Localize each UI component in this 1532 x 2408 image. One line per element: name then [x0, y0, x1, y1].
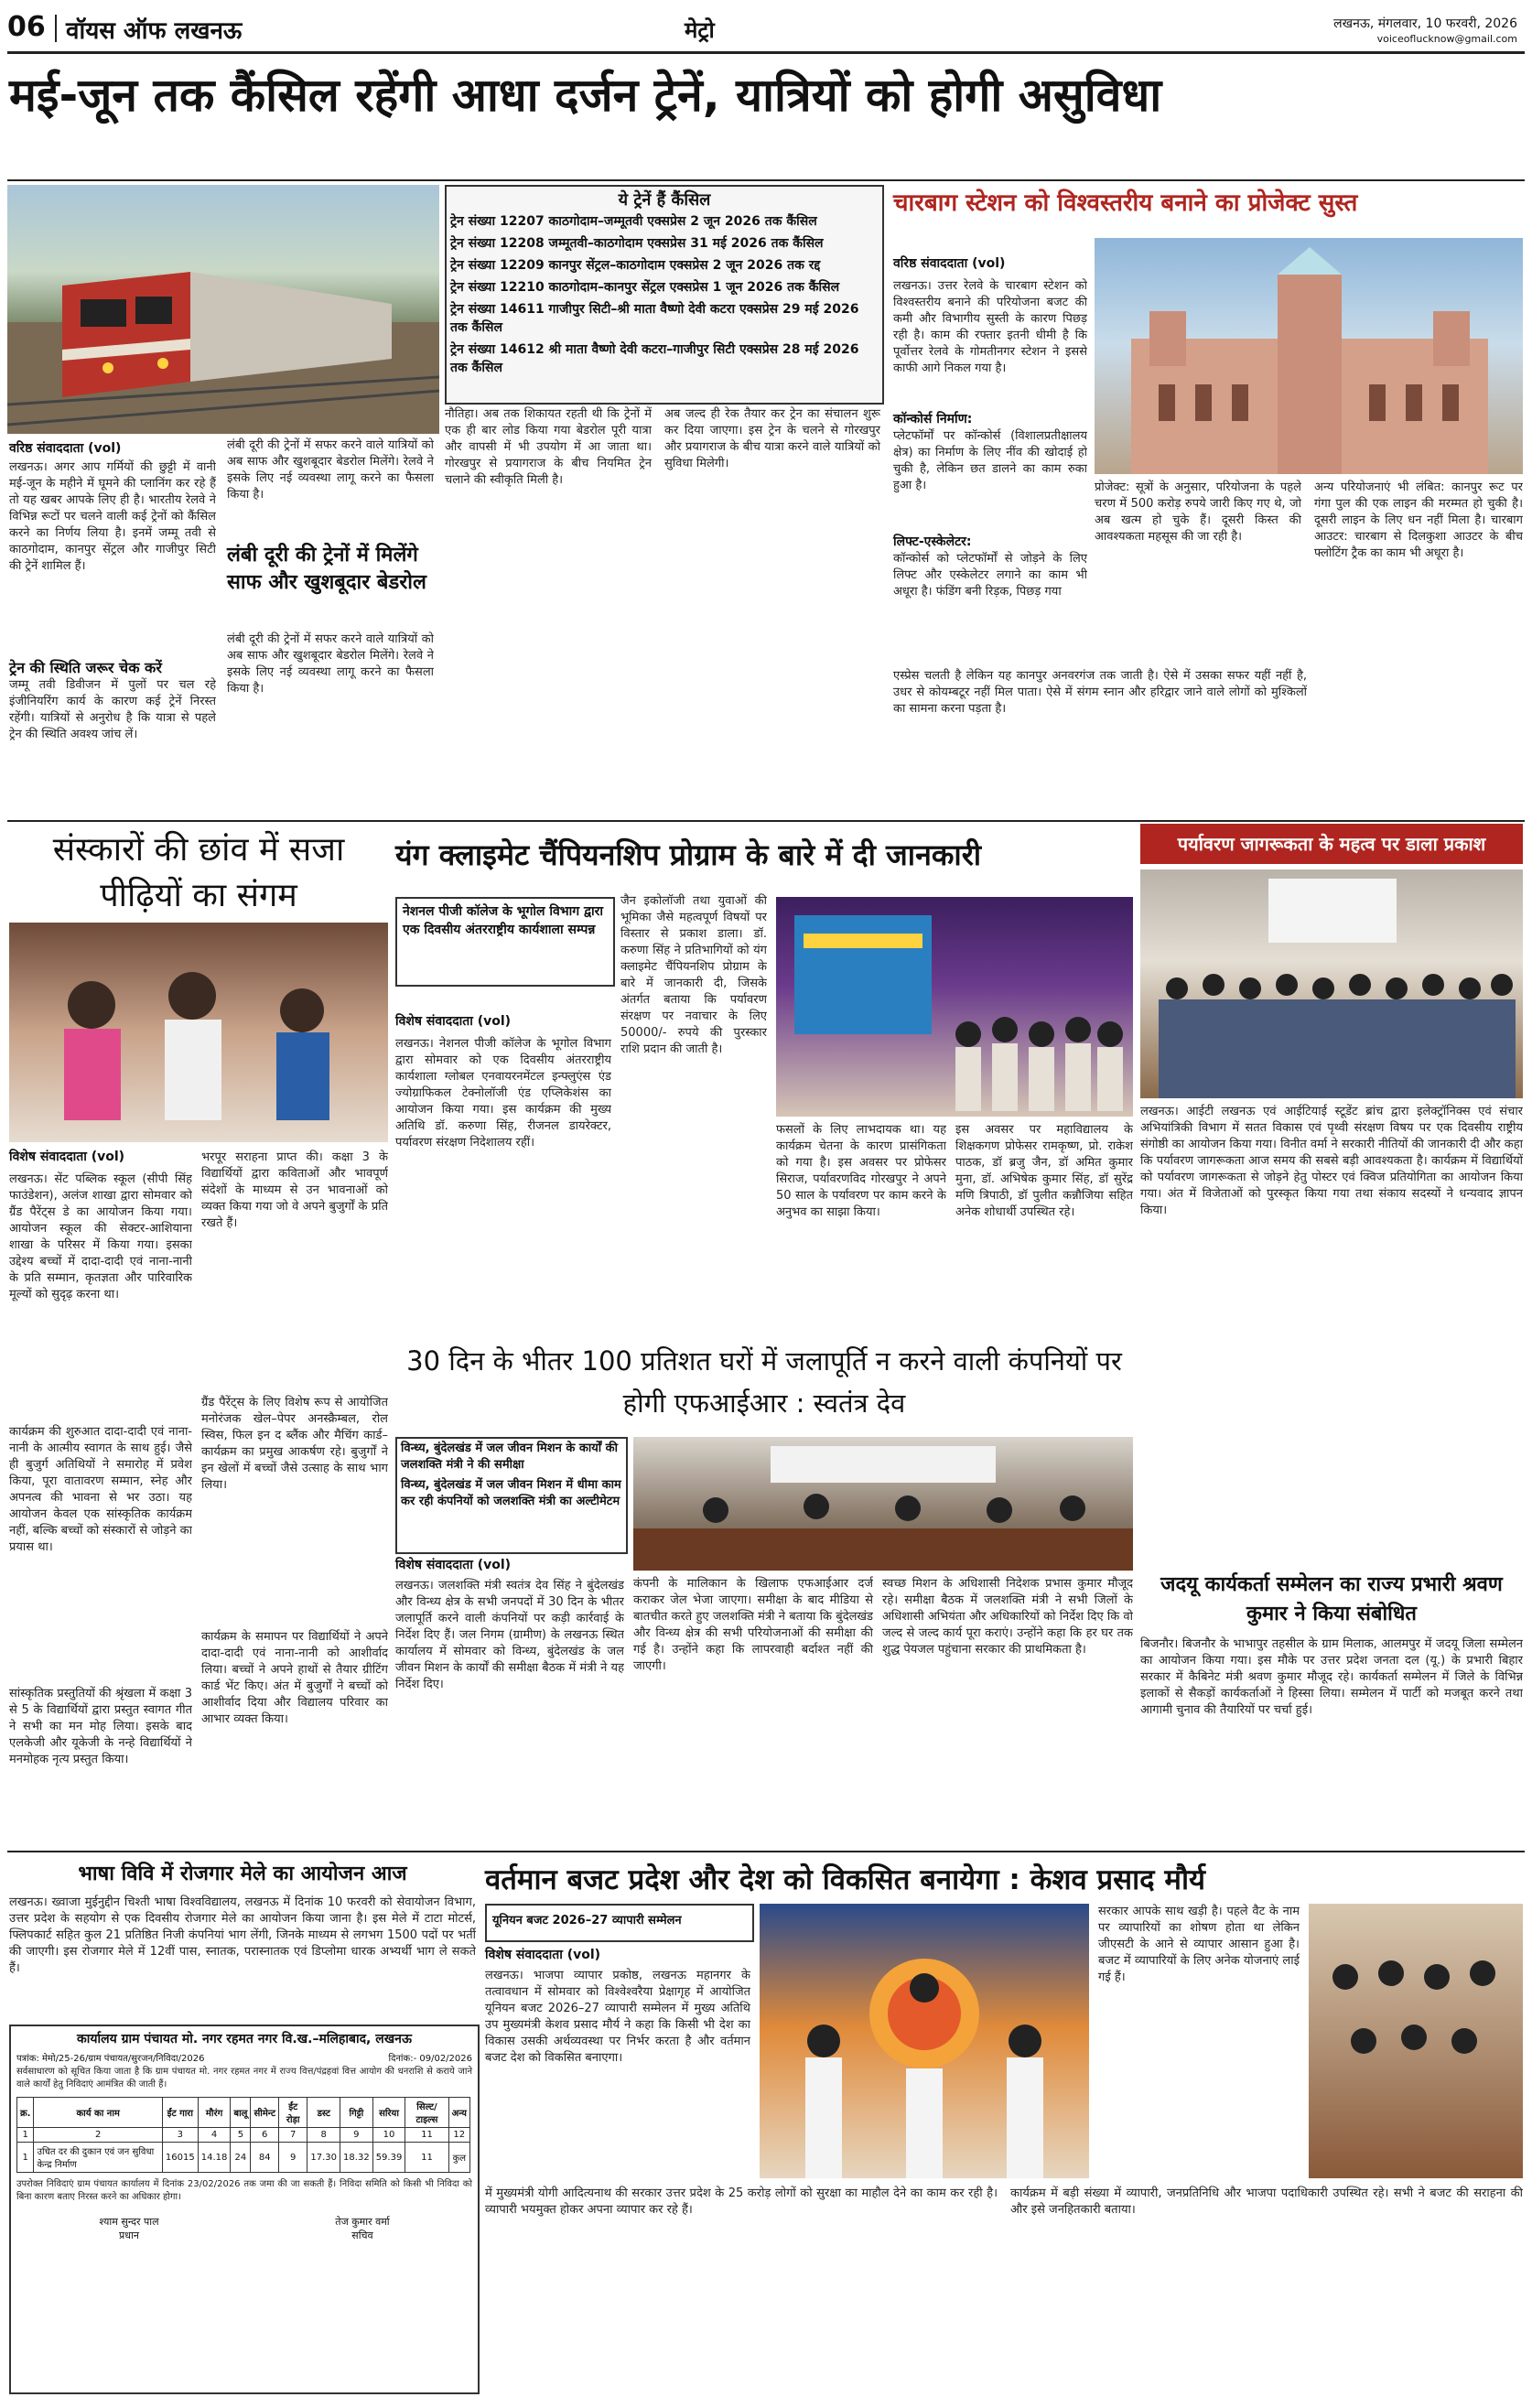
lead-subhead-1: ट्रेन की स्थिति जरूर चेक करें	[9, 659, 162, 676]
masthead-divider	[55, 15, 57, 42]
sanskar-body-4: भरपूर सराहना प्राप्त की। कक्षा 3 के विद्यार्थियों द्वारा कविताओं और भावपूर्ण संदेशों के माध्यम से उन भावनाओं को व्यक्त किया गया जो वे अपने बुजुर्गों के प्रति रखते हैं।	[201, 1150, 388, 1230]
cancelled-train-item: ट्रेन संख्या 12210 काठगोदाम–कानपुर सेंट्रल एक्सप्रेस 1 जून 2026 तक कैंसिल	[450, 280, 840, 295]
tender-notice	[9, 2025, 480, 2394]
climate-summary-box	[395, 897, 615, 987]
climate-body-1: लखनऊ। नेशनल पीजी कॉलेज के भूगोल विभाग द्वारा सोमवार को एक दिवसीय अंतरराष्ट्रीय कार्यशाला ग्लोबल एनवायरनमेंटल इन्फ्लुएंस एंड ज्योग्राफिकल टेक्नोलॉजी एंड एप्लिकेशंस का आयोजन किया गया। इस कार्यक्रम की मुख्य अतिथि डॉ. करुणा सिंह, रीजनल डायरेक्टर, पर्यावरण संरक्षण निदेशालय रहीं।	[395, 1037, 611, 1150]
jal-body-3: स्वच्छ मिशन के अधिशासी निदेशक प्रभास कुमार मौजूद रहे। समीक्षा बैठक में जलशक्ति मंत्री ने सभी जिलों के अधिशासी अभियंता और अधिकारियों को निर्देश दिए कि वो जल्द से जल्द कार्य पूरा कराएं। उन्होंने कहा कि हर घर तक शुद्ध पेयजल पहुंचाना सरकार की प्राथमिकता है।	[882, 1577, 1133, 1657]
col-header: सरिया	[372, 2098, 405, 2128]
charbagh-body-3: कॉन्कोर्स को प्लेटफॉर्मों से जोड़ने के लिए लिफ्ट और एस्केलेटर लगाने का काम भी अधूरा है। फंडिंग बनी रिड़क, पिछड़ गया	[893, 552, 1087, 599]
email: voiceoflucknow@gmail.com	[1376, 33, 1517, 45]
train-illustration	[7, 185, 439, 434]
sanskar-body-1: लखनऊ। सेंट पब्लिक स्कूल (सीपी सिंह फाउंडेशन), अलंज शाखा द्वारा सोमवार को ग्रैंड पैरेंट्स डे का आयोजन किया गया। आयोजन स्कूल की सेक्टर-आशियाना शाखा के परिसर में किया गया। इसका उद्देश्य बच्चों में दादा-दादी एवं नाना-नानी के प्रति सम्मान, कृतज्ञता और पारिवारिक मूल्यों को सुदृढ़ करना था।	[9, 1172, 192, 1301]
table-cell: 11	[405, 2128, 448, 2143]
lead-body-2b: लंबी दूरी की ट्रेनों में सफर करने वाले यात्रियों को अब साफ और खुशबूदार बेडरोल मिलेंगे। रेलवे ने इसके लिए नई व्यवस्था लागू करने का फैसला किया है।	[227, 438, 434, 502]
table-cell: 17.30	[307, 2143, 340, 2173]
headline-rule	[7, 179, 1525, 181]
table-cell: 9	[340, 2128, 373, 2143]
budget-body-2: सरकार आपके साथ खड़ी है। पहले वैट के नाम पर व्यापारियों का शोषण होता था लेकिन जीएसटी के आने से व्यापार आसान हुआ है। बजट में व्यापारियों के लिए अनेक योजनाएं लाई गई हैं।	[1098, 1905, 1300, 1984]
meeting-illustration	[633, 1437, 1133, 1571]
budget-body-1: लखनऊ। भाजपा व्यापार प्रकोष्ठ, लखनऊ महानगर के तत्वावधान में सोमवार को विश्वेश्वरैया प्रेक्षागृह में आयोजित यूनियन बजट 2026–27 व्यापारी सम्मेलन में मुख्य अतिथि उप मुख्यमंत्री केशव प्रसाद मौर्य ने कहा कि किसी भी देश का विकास उसकी अर्थव्यवस्था पर निर्भर करता है और वर्तमान बजट देश को विकसित बनाएगा।	[485, 1969, 750, 2065]
tender-ref: पत्रांक: मेमो/25-26/ग्राम पंचायत/सुरजन/निविदा/2026	[16, 2054, 205, 2064]
climate-body-2: जैन इकोलॉजी तथा युवाओं की भूमिका जैसे महत्वपूर्ण विषयों पर विस्तार से प्रकाश डाला। डॉ. करुणा सिंह ने प्रतिभागियों को यंग क्लाइमेट चैंपियनशिप प्रोग्राम के बारे में जानकारी दी, जिसके अंतर्गत बताया कि पर्यावरण संरक्षण पर नवाचार के लिए 50000/- रुपये की पुरस्कार राशि प्रदान की जाती है।	[620, 894, 767, 1056]
table-cell: कुल	[448, 2143, 469, 2173]
budget-body-3: में मुख्यमंत्री योगी आदित्यनाथ की सरकार उत्तर प्रदेश के 25 करोड़ लोगों को सुरक्षा का माहौल देने का काम कर रही है। व्यापारी भयमुक्त होकर अपना व्यापार कर रहे हैं।	[485, 2187, 998, 2217]
env-headline: पर्यावरण जागरूकता के महत्व पर डाला प्रकाश	[1140, 824, 1523, 864]
section-rule	[7, 1851, 1525, 1852]
jal-body-1: लखनऊ। जलशक्ति मंत्री स्वतंत्र देव सिंह ने बुंदेलखंड और विन्ध्य क्षेत्र के सभी जनपदों में 30 दिन के भीतर जलापूर्ति करने वाली कंपनियों पर कड़ी कार्रवाई के निर्देश दिए हैं। जल निगम (ग्रामीण) के लखनऊ स्थित कार्यालय में सोमवार को विन्ध्य, बुंदेलखंड के जल जीवन मिशन के कार्यों की समीक्षा बैठक में मंत्री ने यह निर्देश दिए।	[395, 1579, 624, 1691]
tender-notice-text: सर्वसाधारण को सूचित किया जाता है कि ग्राम पंचायत मो. नगर रहमत नगर में राज्य वित्त/पंद्रहवां वित्त आयोग की धनराशि से कराये जाने वाले कार्यों हेतु निविदाएं आमंत्रित की जाती हैं।	[16, 2067, 472, 2089]
table-cell: 9	[278, 2143, 307, 2173]
charbagh-station-photo	[1095, 238, 1523, 474]
table-cell: 59.39	[372, 2143, 405, 2173]
grandparents-illustration	[9, 923, 388, 1142]
col-header: अन्य	[448, 2098, 469, 2128]
table-cell: 18.32	[340, 2143, 373, 2173]
charbagh-body-4: प्रोजेक्ट: सूत्रों के अनुसार, परियोजना के पहले चरण में 500 करोड़ रुपये जारी किए गए थे, जो अब खत्म हो चुके हैं। दूसरी किस्त की आवश्यकता महसूस की जा रही है।	[1095, 481, 1301, 544]
charbagh-subhead-2: लिफ्ट-एस्केलेटर:	[893, 535, 972, 549]
climate-body-3: फसलों के लिए लाभदायक था। यह कार्यक्रम चेतना के कारण प्रासंगिकता को गया है। इस अवसर पर प्रोफेसर सिराज, पर्यावरणविद गोरखपुर ने अपने 50 साल के पर्यावरण पर काम करने के अनुभव का साझा किया।	[776, 1123, 946, 1219]
sanskar-headline: संस्कारों की छांव में सजा पीढ़ियों का संगम	[52, 831, 345, 914]
col-header: कार्य का नाम	[34, 2098, 162, 2128]
budget-byline: विशेष संवाददाता (vol)	[485, 1948, 601, 1962]
masthead-rule	[7, 51, 1525, 54]
jal-body-2: कंपनी के मालिकान के खिलाफ एफआईआर दर्ज कराकर जेल भेजा जाएगा। समीक्षा के बाद मीडिया से बातचीत करते हुए जलशक्ति मंत्री ने बताया कि बुंदेलखंड और विन्ध्य क्षेत्र की सभी परियोजनाओं की समीक्षा की गई है। उन्होंने कहा कि लापरवाही बर्दाश्त नहीं की जाएगी।	[633, 1577, 873, 1673]
jal-meeting-photo	[633, 1437, 1133, 1571]
col-header: क्र.	[17, 2098, 34, 2128]
col-header: डस्ट	[307, 2098, 340, 2128]
table-cell: 3	[162, 2128, 198, 2143]
jdu-body: बिजनौर। बिजनौर के भाभापुर तहसील के ग्राम मिलाक, आलमपुर में जदयू जिला सम्मेलन का आयोजन किया गया। इस मौके पर उत्तर प्रदेश जनता दल (यू.) के प्रभारी बिहार सरकार में कैबिनेट मंत्री श्रवण कुमार मौजूद रहे। कार्यकर्ता सम्मेलन में जिले के विभिन्न इलाकों से सैकड़ों कार्यकर्ताओं ने हिस्सा लिया। सम्मेलन में पार्टी को मजबूत करने तथा आगामी चुनाव की तैयारियों पर चर्चा हुई।	[1140, 1637, 1523, 1717]
sanskar-body-3: सांस्कृतिक प्रस्तुतियों की श्रृंखला में कक्षा 3 से 5 के विद्यार्थियों द्वारा प्रस्तुत स्वागत गीत ने सभी का मन मोह लिया। इसके बाद एलकेजी और यूकेजी के नन्हे विद्यार्थियों ने मनमोहक नृत्य प्रस्तुत किया।	[9, 1687, 192, 1766]
tender-date: दिनांक:- 09/02/2026	[388, 2054, 472, 2064]
signatory-name: श्याम सुन्दर पाल	[99, 2216, 159, 2228]
signatory-left	[99, 2215, 158, 2242]
col-header: ईंट गारा	[162, 2098, 198, 2128]
table-cell: 1	[17, 2143, 34, 2173]
lead-body-5: अब जल्द ही रेक तैयार कर ट्रेन का संचालन शुरू कर दिया जाएगा। इस ट्रेन के चलने से गोरखपुर और प्रयागराज के बीच यात्रा करने वाले यात्रियों को सुविधा मिलेगी।	[664, 407, 880, 470]
cancelled-train-item: ट्रेन संख्या 12208 जम्मूतवी–काठगोदाम एक्सप्रेस 31 मई 2026 तक कैंसिल	[450, 236, 824, 251]
sanskar-body-2: कार्यक्रम की शुरुआत दादा-दादी एवं नाना-नानी के आत्मीय स्वागत के साथ हुई। जैसे ही बुजुर्ग अतिथियों ने समारोह में प्रवेश किया, पूरा वातावरण सम्मान, स्नेह और अपनत्व की भावना से भर उठा। यह आयोजन केवल एक सांस्कृतिक कार्यक्रम नहीं, बल्कि बच्चों को संस्कारों से जोड़ने का प्रयास था।	[9, 1425, 192, 1554]
budget-event-photo	[760, 1904, 1089, 2178]
sanskar-body-6: कार्यक्रम के समापन पर विद्यार्थियों ने अपने दादा-दादी एवं नाना-नानी को आशीर्वाद लिया। बच्चों ने अपने हाथों से तैयार ग्रीटिंग कार्ड भेंट किए। अंत में बुजुर्गों ने बच्चों को आशीर्वाद दिया और विद्यालय परिवार का आभार व्यक्त किया।	[201, 1630, 388, 1726]
signatory-name: तेज कुमार वर्मा	[335, 2216, 390, 2228]
section-rule	[7, 820, 1525, 822]
col-header: बालू	[231, 2098, 251, 2128]
cancelled-train-item: ट्रेन संख्या 14612 श्री माता वैष्णो देवी कटरा–गाजीपुर सिटी एक्सप्रेस 28 मई 2026 तक कैंसिल	[450, 342, 859, 375]
lead-body-4: नौतिहा। अब तक शिकायत रहती थी कि ट्रेनों में एक ही बार लोड किया गया बेडरोल पूरी यात्रा और वापसी में भी उपयोग में आ जाता था। गोरखपुर से प्रयागराज के बीच नियमित ट्रेन चलाने की स्वीकृति मिली है।	[445, 407, 652, 487]
charbagh-body-2: प्लेटफॉर्मों पर कॉन्कोर्स (विशालप्रतीक्षालय क्षेत्र) का निर्माण के लिए नींव की खोदाई हो चुकी है, लेकिन छत डालने का काम रुका हुआ है।	[893, 429, 1087, 492]
crowd-illustration	[1309, 1904, 1523, 2178]
budget-headline: वर्तमान बजट प्रदेश और देश को विकसित बनायेगा : केशव प्रसाद मौर्य	[485, 1863, 1205, 1896]
table-cell: 8	[307, 2128, 340, 2143]
cancelled-box-title: ये ट्रेनें हैं कैंसिल	[618, 190, 711, 210]
cancelled-train-item: ट्रेन संख्या 12209 कानपुर सेंट्रल–काठगोदाम एक्सप्रेस 2 जून 2026 तक रद्द	[450, 258, 821, 273]
tender-footer: उपरोक्त निविदाएं ग्राम पंचायत कार्यालय में दिनांक 23/02/2026 तक जमा की जा सकती हैं। निविदा समिति को किसी भी निविदा को बिना कारण बताए निरस्त करने का अधिकार होगा।	[16, 2179, 472, 2202]
lead-body-2: जम्मू तवी डिवीजन में पुलों पर चल रहे इंजीनियरिंग कार्य के कारण कई ट्रेनें निरस्त रहेंगी। यात्रियों से अनुरोध है कि यात्रा से पहले ट्रेन की स्थिति अवश्य जांच लें।	[9, 678, 216, 741]
climate-body-4: इस अवसर पर महाविद्यालय के शिक्षकगण प्रोफेसर रामकृष्ण, प्रो. राकेश पाठक, डॉ ब्रजु जैन, डॉ अमित कुमार मुना, डॉ. अभिषेक कुमार सिंह, डॉ सुरेंद्र मणि त्रिपाठी, डॉ पुलीत कन्नौजिया सहित अनेक शोधार्थी उपस्थित रहे।	[955, 1123, 1133, 1219]
charbagh-body-1: लखनऊ। उत्तर रेलवे के चारबाग स्टेशन को विश्वस्तरीय बनाने की परियोजना बजट की कमी और विभागीय सुस्ती के कारण पिछड़ रही है। काम की रफ्तार इतनी धीमी है कि पूर्वोत्तर रेलवे के गोमतीनगर स्टेशन ने इससे काफी आगे निकल गया है।	[893, 279, 1087, 375]
lead-subhead-2: लंबी दूरी की ट्रेनों में मिलेंगे साफ और खुशबूदार बेडरोल	[227, 544, 426, 594]
signatory-title: प्रधान	[118, 2230, 139, 2241]
signatory-title: सचिव	[351, 2230, 373, 2241]
table-cell: 1	[17, 2128, 34, 2143]
jal-box-item: विन्ध्य, बुंदेलखंड में जल जीवन मिशन के कार्यों की जलशक्ति मंत्री ने की समीक्षा	[401, 1442, 618, 1472]
train-photo	[7, 185, 439, 434]
table-cell: 14.18	[198, 2143, 231, 2173]
rojgar-body: लखनऊ। ख्वाजा मुईनुद्दीन चिश्ती भाषा विश्वविद्यालय, लखनऊ में दिनांक 10 फरवरी को सेवायोजन विभाग, उत्तर प्रदेश के सहयोग से एक दिवसीय रोजगार मेले का आयोजन किया जाना है। इस मेले में टाटा मोटर्स, फ्लिपकार्ट सहित कुल 21 प्रतिष्ठित निजी कंपनियां भाग लेंगी, जिनके माध्यम से लगभग 1500 पदों पर भर्ती की जाएगी। इस रोजगार मेले में 12वीं पास, स्नातक, परास्नातक एवं डिप्लोमा धारक अभ्यर्थी भाग ले सकते हैं।	[9, 1895, 476, 1975]
felicitation-illustration	[760, 1904, 1089, 2178]
table-cell: 5	[231, 2128, 251, 2143]
tender-table	[16, 2097, 470, 2173]
cancelled-train-item: ट्रेन संख्या 14611 गाजीपुर सिटी–श्री माता वैष्णो देवी कटरा एक्सप्रेस 29 मई 2026 तक कैंसिल	[450, 302, 859, 335]
masthead	[7, 9, 1525, 48]
jdu-headline: जदयू कार्यकर्ता सम्मेलन का राज्य प्रभारी श्रवण कुमार ने किया संबोधित	[1160, 1573, 1503, 1625]
col-header: ईंट रोड़ा	[278, 2098, 307, 2128]
table-cell: 4	[198, 2128, 231, 2143]
paper-name: वॉयस ऑफ लखनऊ	[66, 17, 243, 45]
table-cell: 84	[251, 2143, 279, 2173]
jal-headline: 30 दिन के भीतर 100 प्रतिशत घरों में जलापूर्ति न करने वाली कंपनियों पर होगी एफआईआर : स्वतंत्र देव	[406, 1345, 1122, 1419]
climate-box-text: नेशनल पीजी कॉलेज के भूगोल विभाग द्वारा एक दिवसीय अंतरराष्ट्रीय कार्यशाला सम्पन्न	[403, 904, 604, 937]
env-group-photo	[1140, 869, 1523, 1098]
col-header: गिट्टी	[340, 2098, 373, 2128]
page-number: 06	[7, 11, 46, 43]
lead-headline: मई-जून तक कैंसिल रहेंगी आधा दर्जन ट्रेनें, यात्रियों को होगी असुविधा	[9, 69, 1162, 122]
cancelled-train-item: ट्रेन संख्या 12207 काठगोदाम–जम्मूतवी एक्सप्रेस 2 जून 2026 तक कैंसिल	[450, 214, 817, 229]
section-name: मेट्रो	[685, 17, 715, 43]
jal-byline: विशेष संवाददाता (vol)	[395, 1558, 512, 1572]
sanskar-byline: विशेष संवाददाता (vol)	[9, 1150, 125, 1164]
table-row	[17, 2128, 470, 2143]
climate-event-photo	[776, 897, 1133, 1117]
table-cell: 7	[278, 2128, 307, 2143]
group-illustration	[1140, 869, 1523, 1098]
table-cell: उचित दर की दुकान एवं जन सुविधा केन्द्र निर्माण	[34, 2143, 162, 2173]
station-illustration	[1095, 238, 1523, 474]
climate-byline: विशेष संवाददाता (vol)	[395, 1014, 512, 1029]
charbagh-byline: वरिष्ठ संवाददाता (vol)	[893, 256, 1006, 271]
signatory-right	[335, 2215, 389, 2242]
charbagh-headline: चारबाग स्टेशन को विश्वस्तरीय बनाने का प्रोजेक्ट सुस्त	[893, 189, 1358, 217]
charbagh-subhead-1: कॉन्कोर्स निर्माण:	[893, 412, 973, 427]
env-body: लखनऊ। आईटी लखनऊ एवं आईटियाई स्टूडेंट ब्रांच द्वारा इलेक्ट्रॉनिक्स एवं संचार अभियांत्रिकी विभाग में सतत विकास एवं पृथ्वी संरक्षण विषय पर एक दिवसीय राष्ट्रीय संगोष्ठी का आयोजन किया गया। विनीत वर्मा ने सरकारी नीतियों की जानकारी दी और कहा कि पर्यावरण जागरूकता आज समय की सबसे बड़ी आवश्यकता है। कार्यक्रम में विद्यार्थियों को पर्यावरण जागरूकता से जोड़ने हेतु पोस्टर एवं क्विज प्रतियोगिता का आयोजन किया गया। अंत में विजेताओं को पुरस्कृत किया गया तथा संकाय सदस्यों ने धन्यवाद ज्ञापन किया।	[1140, 1105, 1523, 1217]
table-cell: 16015	[162, 2143, 198, 2173]
tender-title: कार्यालय ग्राम पंचायत मो. नगर रहमत नगर वि.ख.–मलिहाबाद, लखनऊ	[77, 2032, 412, 2046]
jal-summary-box	[395, 1437, 628, 1554]
jal-box-item: विन्ध्य, बुंदेलखंड में जल जीवन मिशन में धीमा काम कर रही कंपनियों को जलशक्ति मंत्री का अल्टीमेटम	[401, 1478, 621, 1508]
workshop-illustration	[776, 897, 1133, 1117]
lead-body-3: लंबी दूरी की ट्रेनों में सफर करने वाले यात्रियों को अब साफ और खुशबूदार बेडरोल मिलेंगे। रेलवे ने इसके लिए नई व्यवस्था लागू करने का फैसला किया है।	[227, 632, 434, 696]
col-header: मौरंग	[198, 2098, 231, 2128]
table-cell: 11	[405, 2143, 448, 2173]
table-cell: 24	[231, 2143, 251, 2173]
cancelled-trains-box	[445, 185, 884, 405]
charbagh-body-5: अन्य परियोजनाएं भी लंबित: कानपुर रूट पर गंगा पुल की एक लाइन की मरम्मत हो चुकी है। दूसरी लाइन के लिए धन नहीं मिला है। चारबाग आउटर: चारबाग से दिलकुशा आउटर के बीच फ्लोटिंग ट्रैक का काम भी अधूरा है।	[1314, 481, 1523, 560]
rojgar-headline: भाषा विवि में रोजगार मेले का आयोजन आज	[78, 1863, 407, 1885]
lead-body-1: लखनऊ। अगर आप गर्मियों की छुट्टी में वानी मई-जून के महीने में घूमने की प्लानिंग कर रहे हैं तो यह खबर आपके लिए ही है। भारतीय रेलवे ने विभिन्न रूटों पर चलने वाली कई ट्रेनों को कैंसिल करने का निर्णय लिया है। इनमें जम्मू तवी से काठगोदाम, कानपुर सेंट्रल और गाजीपुर सिटी की ट्रेनें शामिल हैं।	[9, 460, 216, 573]
budget-crowd-photo	[1309, 1904, 1523, 2178]
budget-summary-box	[485, 1904, 754, 1942]
table-cell: 2	[34, 2128, 162, 2143]
table-row	[17, 2143, 470, 2173]
sanskar-photo	[9, 923, 388, 1142]
climate-headline: यंग क्लाइमेट चैंपियनशिप प्रोग्राम के बारे में दी जानकारी	[395, 837, 982, 872]
tender-header-row	[17, 2098, 470, 2128]
table-cell: 12	[448, 2128, 469, 2143]
charbagh-body-6: एस्प्रेस चलती है लेकिन यह कानपुर अनवरगंज तक जाती है। ऐसे में उसका सफर यहीं नहीं है, उधर से कोयम्बटूर नहीं मिल पाता। ऐसे में संगम स्नान और हरिद्वार जाने वाले लोगों को मुश्किलों का सामना करना पड़ता है।	[893, 669, 1307, 716]
lead-byline: वरिष्ठ संवाददाता (vol)	[9, 441, 122, 456]
col-header: सीमेन्ट	[251, 2098, 279, 2128]
table-cell: 10	[372, 2128, 405, 2143]
dateline: लखनऊ, मंगलवार, 10 फरवरी, 2026	[1333, 16, 1517, 31]
col-header: सिल्ट/टाइल्स	[405, 2098, 448, 2128]
sanskar-body-5: ग्रैंड पैरेंट्स के लिए विशेष रूप से आयोजित मनोरंजक खेल–पेपर अनस्क्रैम्बल, रोल स्विस, फिल इन द ब्लैंक और मैचिंग कार्ड–कार्यक्रम का प्रमुख आकर्षण रहे। बुजुर्गों ने इन खेलों में बच्चों जैसे उत्साह के साथ भाग लिया।	[201, 1396, 388, 1492]
budget-body-4: कार्यक्रम में बड़ी संख्या में व्यापारी, जनप्रतिनिधि और भाजपा पदाधिकारी उपस्थित रहे। सभी ने बजट की सराहना की और इसे जनहितकारी बताया।	[1010, 2187, 1523, 2217]
budget-box-text: यूनियन बजट 2026–27 व्यापारी सम्मेलन	[492, 1914, 682, 1927]
table-cell: 6	[251, 2128, 279, 2143]
